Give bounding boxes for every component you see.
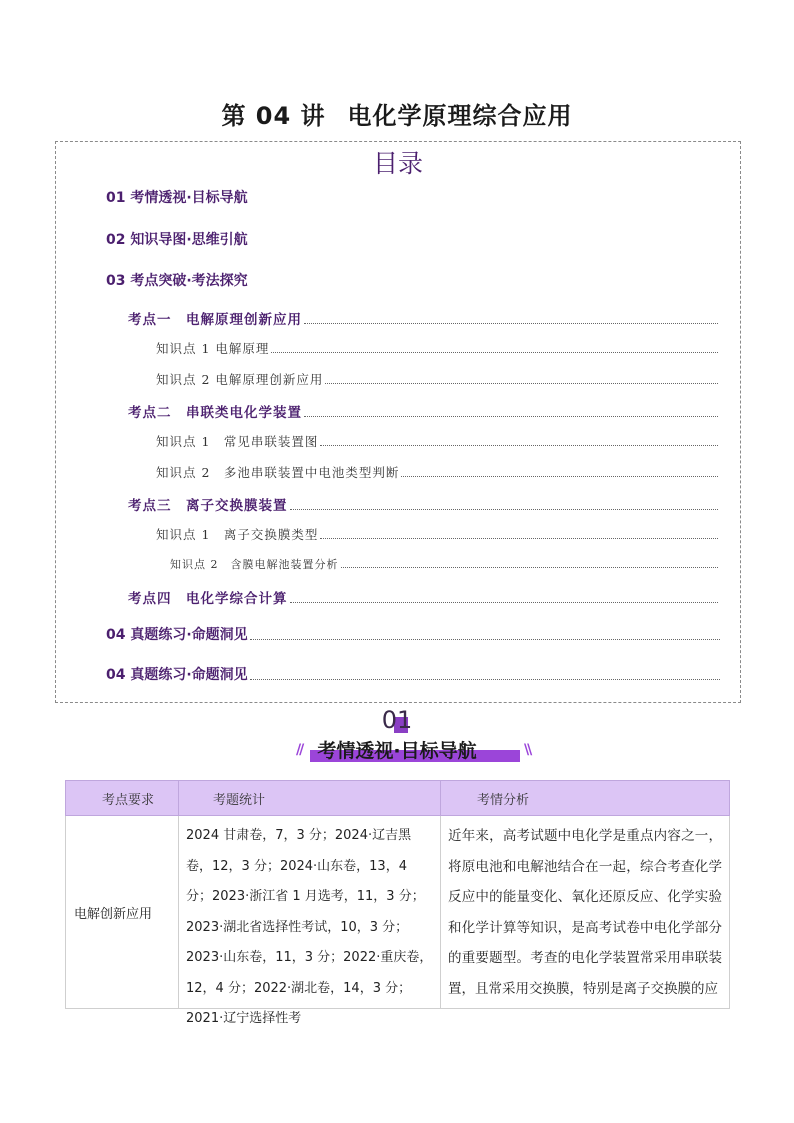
toc-entry-label: 考点四 电化学综合计算 [128,591,288,607]
page-title [0,96,794,131]
toc-entry-label: 04 真题练习·命题洞见 [106,627,248,643]
toc-entry-label: 知识点 1 电解原理 [156,341,270,356]
header-statistics: 考题统计 [179,781,441,816]
toc-entry[interactable] [156,432,718,450]
toc-entry[interactable] [106,624,720,644]
toc-leader-dots [320,445,718,446]
toc-entry-label: 知识点 2 含膜电解池装置分析 [170,558,339,571]
toc-entry[interactable] [106,229,720,249]
cell-statistics [179,816,441,1026]
toc-entry[interactable] [156,463,718,481]
toc-entry-label: 03 考点突破·考法探究 [106,273,248,289]
toc-entry[interactable] [106,187,720,207]
toc-entry[interactable] [128,494,718,514]
toc-leader-dots [304,416,718,417]
toc-entry[interactable] [128,308,718,328]
toc-heading: 目录 [372,149,423,178]
toc-entry-label: 知识点 2 电解原理创新应用 [156,372,324,387]
table-header-row [66,781,730,816]
cell-requirement: 电解创新应用 [66,816,179,1009]
toc-entry-label: 02 知识导图·思维引航 [106,232,248,248]
table-of-contents [55,141,741,703]
toc-leader-dots [325,383,718,384]
toc-leader-dots [341,567,719,568]
section-badge [0,706,794,766]
lecture-title: 电化学原理综合应用 [347,102,573,130]
header-requirement: 考点要求 [66,781,179,816]
cell-analysis [441,816,730,1009]
toc-leader-dots [290,602,719,603]
toc-entry[interactable] [128,401,718,421]
toc-entry-label: 考点一 电解原理创新应用 [128,312,302,328]
toc-entry[interactable] [156,370,718,388]
toc-entry-label: 考点三 离子交换膜装置 [128,498,288,514]
toc-leader-dots [250,639,720,640]
toc-leader-dots [304,323,718,324]
table-row [66,816,730,1009]
statistics-text: 2024 甘肃卷，7，3 分；2024·辽吉黑卷，12，3 分；2024·山东卷，13，4 分；2023·浙江省 1 月选考，11，3 分；2023·湖北省选择性考试，10，3 分；2023·山东卷，11，3 分；2022·重庆卷，12，4 分；2022·湖北卷，14，3 分；2021·辽宁选择性考 [186,828,433,1026]
toc-entry[interactable] [170,556,718,572]
section-number: 01 [381,706,413,734]
toc-entry[interactable] [106,664,720,684]
toc-leader-dots [290,509,719,510]
toc-entry-label: 知识点 2 多池串联装置中电池类型判断 [156,465,400,480]
toc-entry-label: 考点二 串联类电化学装置 [128,405,302,421]
toc-leader-dots [250,679,720,680]
toc-entry[interactable] [128,587,718,607]
toc-leader-dots [320,538,718,539]
toc-leader-dots [271,352,718,353]
analysis-text: 近年来，高考试题中电化学是重点内容之一，将原电池和电解池结合在一起，综合考查化学反应中的能量变化、氧化还原反应、化学实验和化学计算等知识，是高考试卷中电化学部分的重要题型。考查的电化学装置常采用串联装置，且常采用交换膜，特别是离子交换膜的应 [448,828,722,997]
toc-entry-label: 04 真题练习·命题洞见 [106,667,248,683]
lecture-number: 第 04 讲 [221,102,326,130]
toc-entry-label: 01 考情透视·目标导航 [106,190,248,206]
exam-analysis-table [65,780,730,1026]
right-slash-decoration: \\ [524,742,531,758]
toc-entry-label: 知识点 1 常见串联装置图 [156,434,319,449]
left-slash-decoration: // [296,742,303,758]
header-analysis: 考情分析 [441,781,730,816]
toc-entry[interactable] [106,270,720,290]
section-title: 考情透视·目标导航 [317,740,477,762]
toc-leader-dots [401,476,718,477]
toc-entry[interactable] [156,525,718,543]
toc-entry-label: 知识点 1 离子交换膜类型 [156,527,319,542]
toc-entry[interactable] [156,339,718,357]
